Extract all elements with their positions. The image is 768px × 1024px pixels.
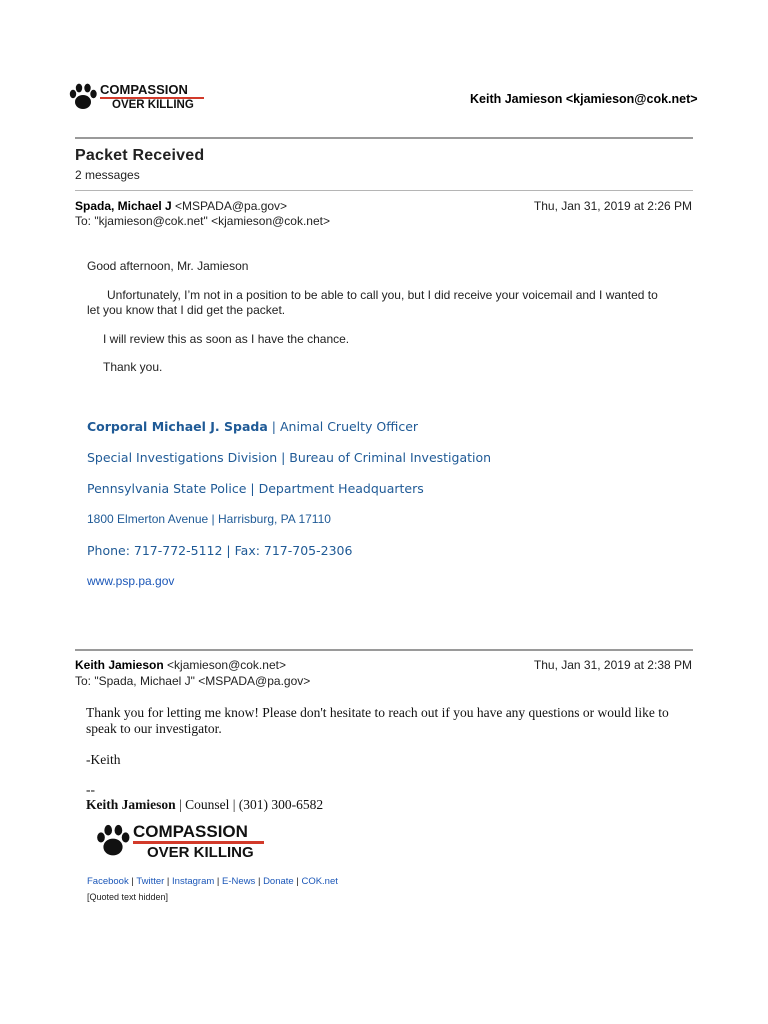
body-line: let you know that I did get the packet. bbox=[87, 303, 286, 317]
sender-email: <kjamieson@cok.net> bbox=[167, 658, 286, 672]
body-line: Thank you. bbox=[103, 360, 163, 374]
cok-net-link[interactable]: COK.net bbox=[301, 876, 338, 887]
logo-line1: COMPASSION bbox=[133, 821, 248, 841]
paw-icon bbox=[68, 82, 98, 112]
compassion-over-killing-logo bbox=[95, 822, 264, 860]
logo-line1: COMPASSION bbox=[100, 81, 188, 97]
signature-address: 1800 Elmerton Avenue | Harrisburg, PA 17110 bbox=[87, 512, 331, 526]
signature-line bbox=[86, 797, 323, 813]
message-2-date: Thu, Jan 31, 2019 at 2:38 PM bbox=[533, 658, 692, 672]
link-separator: | bbox=[128, 876, 137, 887]
quoted-text-toggle[interactable]: [Quoted text hidden] bbox=[87, 892, 169, 902]
message-1-from[interactable] bbox=[75, 199, 287, 213]
signature-name: Corporal Michael J. Spada bbox=[87, 419, 268, 434]
signature-phone: Phone: 717-772-5112 | Fax: 717-705-2306 bbox=[87, 543, 353, 558]
body-line: speak to our investigator. bbox=[86, 721, 222, 736]
message-1-to: To: "kjamieson@cok.net" <kjamieson@cok.net> bbox=[75, 214, 330, 228]
signature-org: Pennsylvania State Police | Department Headquarters bbox=[87, 481, 424, 496]
sender-email: <MSPADA@pa.gov> bbox=[175, 199, 288, 213]
sign-off: -Keith bbox=[86, 752, 121, 767]
signature-name-line bbox=[87, 419, 418, 434]
logo-line2: OVER KILLING bbox=[112, 98, 194, 111]
message-divider bbox=[75, 649, 693, 651]
body-line: Thank you for letting me know! Please don't hesitate to reach out if you have any questions or would like to bbox=[86, 705, 669, 720]
header-divider bbox=[75, 137, 693, 139]
link-separator: | bbox=[255, 876, 264, 887]
social-links bbox=[87, 876, 338, 887]
instagram-link[interactable]: Instagram bbox=[172, 876, 215, 887]
twitter-link[interactable]: Twitter bbox=[136, 876, 165, 887]
link-separator: | bbox=[293, 876, 302, 887]
sender-name: Keith Jamieson bbox=[75, 658, 164, 672]
signature-name: Keith Jamieson bbox=[86, 797, 176, 812]
link-separator: | bbox=[164, 876, 173, 887]
body-line: Unfortunately, I’m not in a position to be able to call you, but I did receive your voicemail and I wanted to bbox=[107, 288, 658, 302]
message-2-to: To: "Spada, Michael J" <MSPADA@pa.gov> bbox=[75, 674, 311, 688]
signature-division: Special Investigations Division | Bureau of Criminal Investigation bbox=[87, 450, 492, 465]
message-1-date: Thu, Jan 31, 2019 at 2:26 PM bbox=[533, 199, 692, 213]
signature-delimiter: -- bbox=[86, 782, 95, 797]
facebook-link[interactable]: Facebook bbox=[87, 876, 129, 887]
signature-title: | Animal Cruelty Officer bbox=[267, 419, 419, 434]
link-separator: | bbox=[214, 876, 223, 887]
paw-icon bbox=[95, 822, 131, 860]
website-link[interactable]: www.psp.pa.gov bbox=[87, 574, 175, 588]
thread-subject: Packet Received bbox=[75, 147, 205, 164]
message-2-from[interactable] bbox=[75, 658, 286, 672]
account-user: Keith Jamieson <kjamieson@cok.net> bbox=[470, 92, 698, 106]
sender-name: Spada, Michael J bbox=[75, 199, 172, 213]
enews-link[interactable]: E-News bbox=[222, 876, 256, 887]
message-count: 2 messages bbox=[75, 168, 140, 182]
logo-line2: OVER KILLING bbox=[147, 843, 254, 861]
compassion-over-killing-logo bbox=[68, 82, 204, 112]
greeting: Good afternoon, Mr. Jamieson bbox=[87, 259, 249, 273]
signature-details: | Counsel | (301) 300-6582 bbox=[175, 797, 324, 812]
thread-divider bbox=[75, 190, 693, 191]
body-line: I will review this as soon as I have the chance. bbox=[103, 332, 350, 346]
donate-link[interactable]: Donate bbox=[263, 876, 294, 887]
